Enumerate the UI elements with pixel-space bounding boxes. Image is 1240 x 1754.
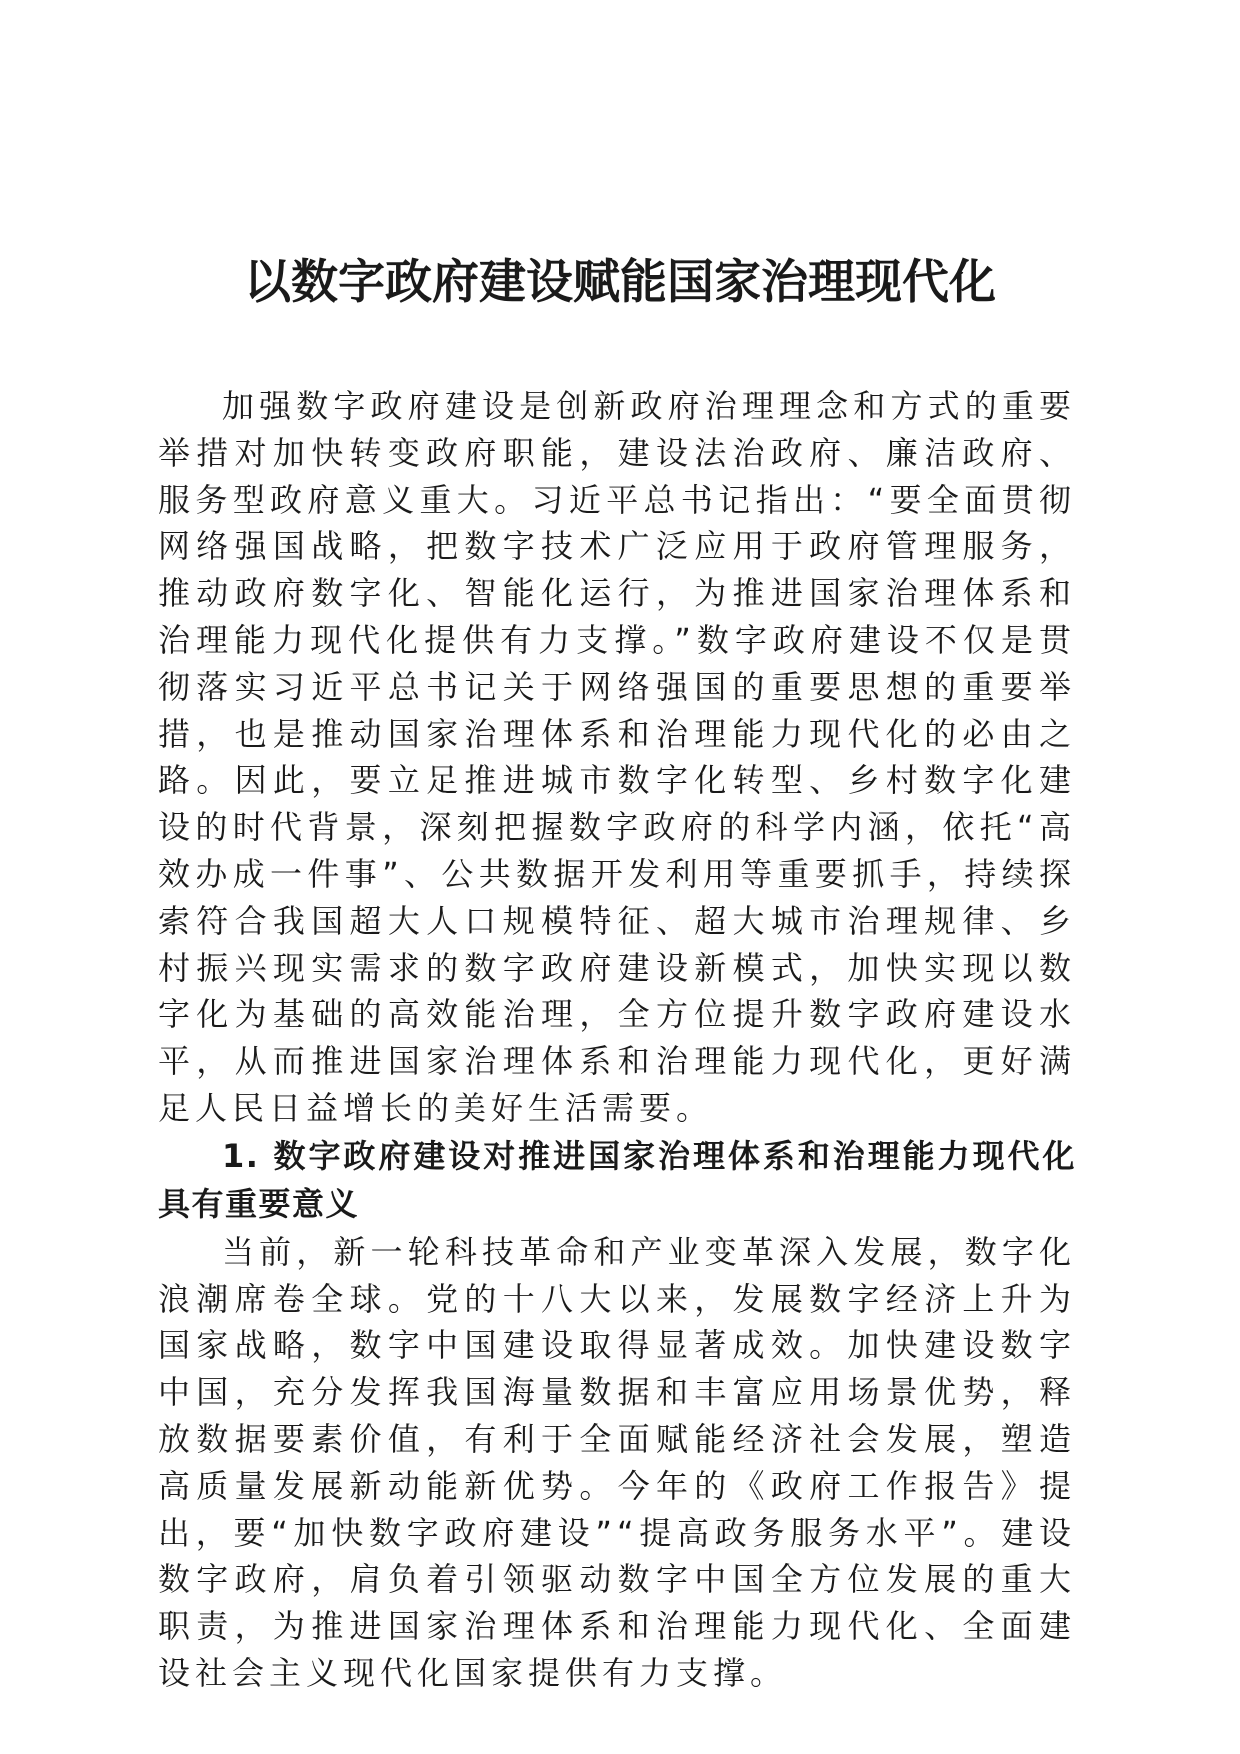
body-paragraph: 当前，新一轮科技革命和产业变革深入发展，数字化浪潮席卷全球。党的十八大以来，发展数字经济上升为国家战略，数字中国建设取得显著成效。加快建设数字中国，充分发挥我国海量数据和丰富应用场景优势，释放数据要素价值，有利于全面赋能经济社会发展，塑造高质量发展新动能新优势。今年的《政府工作报告》提出，要“加快数字政府建设”“提高政务服务水平”。建设数字政府，肩负着引领驱动数字中国全方位发展的重大职责，为推进国家治理体系和治理能力现代化、全面建设社会主义现代化国家提供有力支撑。: [158, 1232, 1076, 1692]
document-body: [158, 383, 1076, 1697]
section-heading: 1. 数字政府建设对推进国家治理体系和治理能力现代化具有重要意义: [158, 1136, 1076, 1224]
body-paragraph: 加强数字政府建设是创新政府治理理念和方式的重要举措对加快转变政府职能，建设法治政府、廉洁政府、服务型政府意义重大。习近平总书记指出：“要全面贯彻网络强国战略，把数字技术广泛应用于政府管理服务，推动政府数字化、智能化运行，为推进国家治理体系和治理能力现代化提供有力支撑。”数字政府建设不仅是贯彻落实习近平总书记关于网络强国的重要思想的重要举措，也是推动国家治理体系和治理能力现代化的必由之路。因此，要立足推进城市数字化转型、乡村数字化建设的时代背景，深刻把握数字政府的科学内涵，依托“高效办成一件事”、公共数据开发利用等重要抓手，持续探索符合我国超大人口规模特征、超大城市治理规律、乡村振兴现实需求的数字政府建设新模式，加快实现以数字化为基础的高效能治理，全方位提升数字政府建设水平，从而推进国家治理体系和治理能力现代化，更好满足人民日益增长的美好生活需要。: [158, 387, 1076, 1127]
document-title: 以数字政府建设赋能国家治理现代化: [244, 255, 996, 310]
